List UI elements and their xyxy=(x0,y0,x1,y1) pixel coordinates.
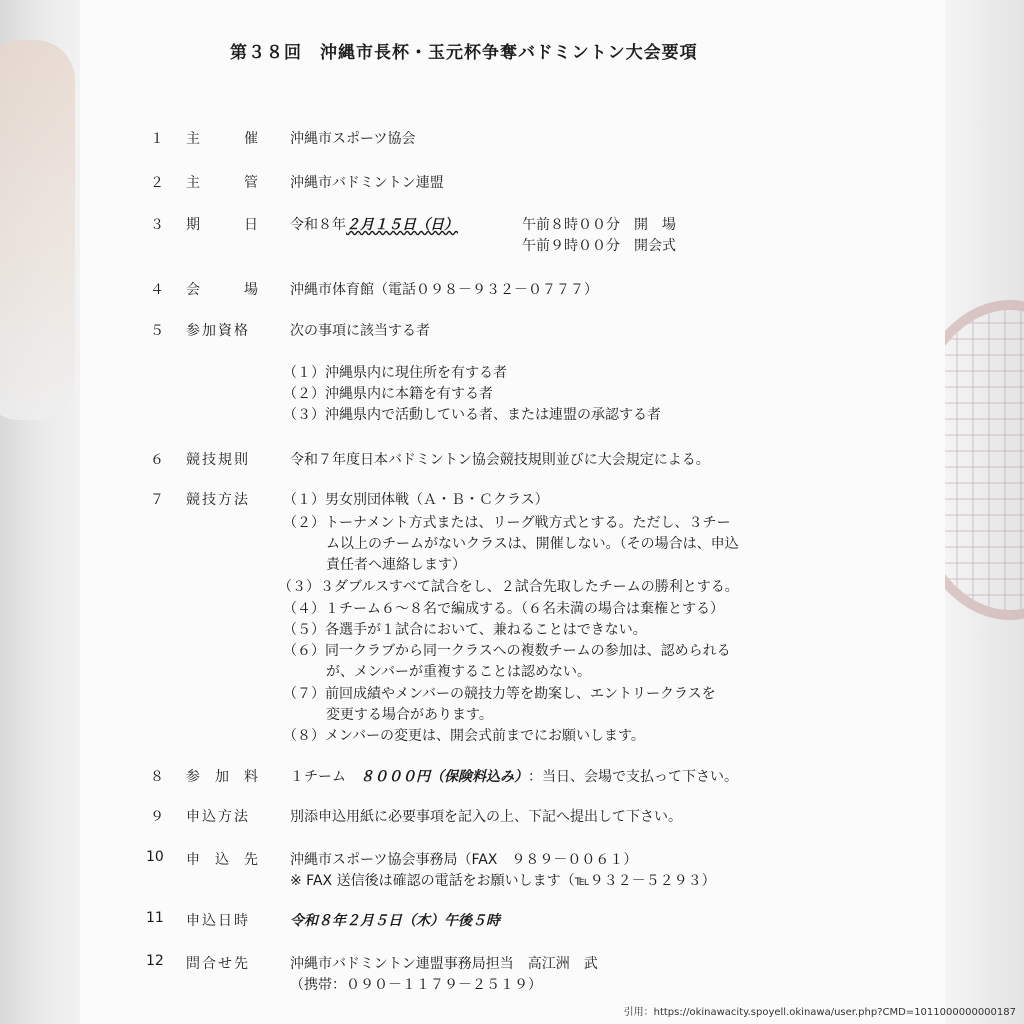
method-line: （７）前回成績やメンバーの競技力等を勘案し、エントリークラスを xyxy=(283,686,716,702)
item-number: 12 xyxy=(146,953,164,969)
item-value: 令和８年２月５日（木）午後５時 xyxy=(290,913,500,929)
item-label: 問合せ先 xyxy=(186,956,250,972)
method-line: （３）３ダブルスすべて試合をし、２試合先取したチームの勝利とする。 xyxy=(278,579,739,595)
item-label: 主 催 xyxy=(186,131,258,147)
item-number: ６ xyxy=(150,452,164,468)
open-time: 午前８時００分 開 場 xyxy=(522,217,676,233)
item-label: 申込方法 xyxy=(186,809,250,825)
document-title: 第３８回 沖縄市長杯・玉元杯争奪バドミントン大会要項 xyxy=(230,43,698,63)
item-label: 期 日 xyxy=(186,217,258,233)
item-label: 競技規則 xyxy=(186,452,250,468)
item-label: 会 場 xyxy=(186,282,258,298)
item-value: 沖縄市スポーツ協会事務局（FAX ９８９－００６１） xyxy=(290,852,638,868)
method-line: ム以上のチームがないクラスは、開催しない。（その場合は、申込 xyxy=(326,536,739,552)
item-number: ８ xyxy=(150,769,164,785)
eligibility-1: （１）沖縄県内に現住所を有する者 xyxy=(283,365,507,381)
item-label: 申 込 先 xyxy=(186,852,258,868)
item-value: 沖縄市バドミントン連盟事務局担当 高江洲 武 xyxy=(290,956,598,972)
fee-amount: ８０００円（保険料込み） xyxy=(360,769,528,785)
item-label: 申込日時 xyxy=(186,913,250,929)
item-label: 競技方法 xyxy=(186,492,250,508)
item-number: ９ xyxy=(150,809,164,825)
method-line: （１）男女別団体戦（Ａ・Ｂ・Ｃクラス） xyxy=(283,492,549,508)
fax-note: ※ FAX 送信後は確認の電話をお願いします（℡９３２－５２９３） xyxy=(290,873,716,889)
method-line: （４）１チーム６～８名で編成する。（６名未満の場合は棄権とする） xyxy=(283,601,724,617)
background-photo-arm xyxy=(0,40,75,420)
eligibility-2: （２）沖縄県内に本籍を有する者 xyxy=(283,386,493,402)
item-number: ３ xyxy=(150,217,164,233)
background-left xyxy=(0,0,80,1024)
item-value: 次の事項に該当する者 xyxy=(290,323,430,339)
method-line: （５）各選手が１試合において、兼ねることはできない。 xyxy=(283,622,647,638)
method-line: （８）メンバーの変更は、開会式前までにお願いします。 xyxy=(283,728,645,744)
item-label: 参 加 料 xyxy=(186,769,258,785)
item-value: 沖縄市バドミントン連盟 xyxy=(290,175,444,191)
contact-phone: （携帯：０９０－１１７９－２５１９） xyxy=(290,977,542,993)
ceremony-time: 午前９時００分 開会式 xyxy=(522,238,676,254)
item-number: ２ xyxy=(150,175,164,191)
item-value: １チーム ８０００円（保険料込み）：当日、会場で支払って下さい。 xyxy=(290,769,738,785)
item-number: １ xyxy=(150,131,164,147)
item-number: ４ xyxy=(150,282,164,298)
method-line: が、メンバーが重複することは認めない。 xyxy=(326,664,592,680)
method-line: 責任者へ連絡します） xyxy=(326,557,466,573)
item-value: 令和７年度日本バドミントン協会競技規則並びに大会規定による。 xyxy=(290,452,710,468)
method-line: （２）トーナメント方式または、リーグ戦方式とする。ただし、３チー xyxy=(283,515,731,531)
item-value: 令和８年２月１５日（日） xyxy=(290,217,458,233)
item-value: 別添申込用紙に必要事項を記入の上、下記へ提出して下さい。 xyxy=(290,809,682,825)
eligibility-3: （３）沖縄県内で活動している者、または連盟の承認する者 xyxy=(283,407,661,423)
method-line: （６）同一クラブから同一クラスへの複数チームの参加は、認められる xyxy=(283,643,731,659)
item-number: 11 xyxy=(146,910,164,926)
source-citation: 引用：https://okinawacity.spoyell.okinawa/user.php?CMD=1011000000000187 xyxy=(623,1007,1016,1018)
item-value: 沖縄市スポーツ協会 xyxy=(290,131,416,147)
item-number: 10 xyxy=(146,849,164,865)
item-number: ７ xyxy=(150,492,164,508)
handwritten-date: ２月１５日（日） xyxy=(346,217,458,233)
item-value: 沖縄市体育館（電話０９８－９３２－０７７７） xyxy=(290,282,598,298)
item-label: 主 管 xyxy=(186,175,258,191)
item-label: 参加資格 xyxy=(186,323,250,339)
item-number: ５ xyxy=(150,323,164,339)
method-line: 変更する場合があります。 xyxy=(326,707,493,723)
